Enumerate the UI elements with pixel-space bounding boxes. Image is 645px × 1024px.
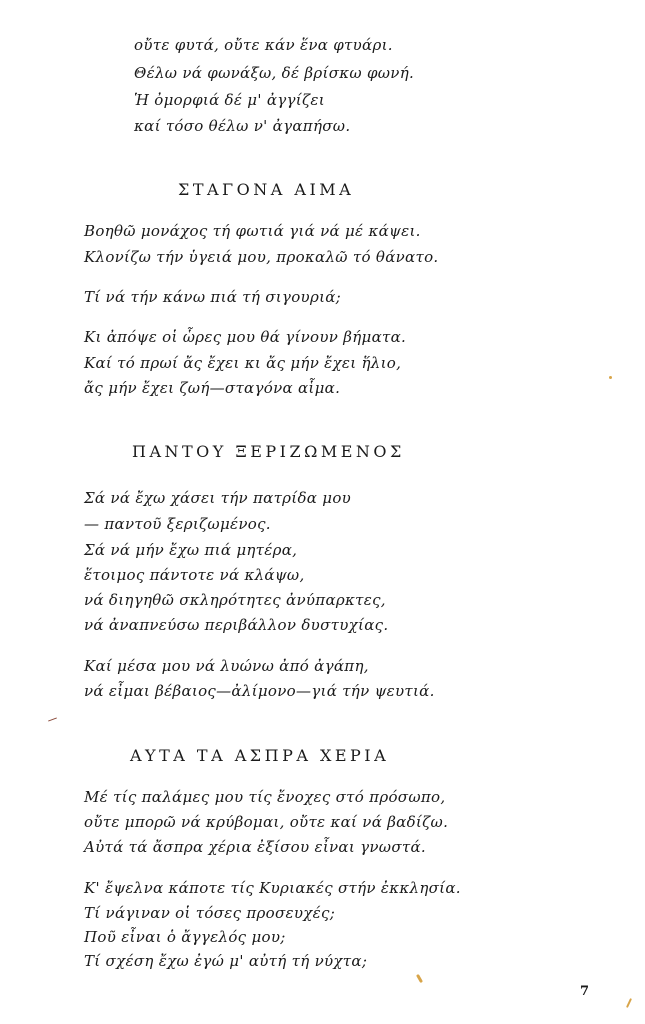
- opening-line: Ἡ ὀμορφιά δέ μ' ἀγγίζει: [134, 91, 325, 109]
- poem-line: Τί σχέση ἔχω ἐγώ μ' αὐτή τή νύχτα;: [84, 952, 368, 970]
- poem-line: — παντοῦ ξεριζωμένος.: [84, 515, 271, 533]
- poem-line: Βοηθῶ μονάχος τή φωτιά γιά νά μέ κάψει.: [84, 222, 421, 240]
- poem-line: Αὐτά τά ἄσπρα χέρια ἐξίσου εἶναι γνωστά.: [84, 838, 426, 856]
- poem-line: ἕτοιμος πάντοτε νά κλάψω,: [84, 566, 305, 584]
- scan-mark: [48, 717, 57, 721]
- page-number: 7: [579, 984, 589, 999]
- poem-line: Σά νά ἔχω χάσει τήν πατρίδα μου: [84, 489, 352, 507]
- poem-title: ΣΤΑΓΟΝΑ ΑΙΜΑ: [178, 180, 355, 199]
- poem-title: ΠΑΝΤΟΥ ΞΕΡΙΖΩΜΕΝΟΣ: [132, 442, 405, 461]
- poem-line: νά διηγηθῶ σκληρότητες ἀνύπαρκτες,: [84, 591, 386, 609]
- poem-line: Κι ἀπόψε οἱ ὧρες μου θά γίνουν βήματα.: [84, 328, 407, 346]
- paper-speck: [626, 998, 632, 1008]
- opening-line: Θέλω νά φωνάξω, δέ βρίσκω φωνή.: [134, 64, 415, 82]
- poem-line: Καί τό πρωί ἄς ἔχει κι ἄς μήν ἔχει ἥλιο,: [84, 354, 402, 372]
- poem-line: Ποῦ εἶναι ὁ ἄγγελός μου;: [84, 928, 286, 946]
- poem-line: Κ' ἔψελνα κάποτε τίς Κυριακές στήν ἐκκλησία.: [84, 879, 461, 897]
- poem-line: νά εἶμαι βέβαιος—ἀλίμονο—γιά τήν ψευτιά.: [84, 682, 435, 700]
- poem-line: Σά νά μήν ἔχω πιά μητέρα,: [84, 541, 298, 559]
- poem-line: Κλονίζω τήν ὑγειά μου, προκαλῶ τό θάνατο.: [84, 248, 439, 266]
- poem-line: Τί νά τήν κάνω πιά τή σιγουριά;: [84, 288, 342, 306]
- poem-title: ΑΥΤΑ ΤΑ ΑΣΠΡΑ ΧΕΡΙΑ: [130, 746, 390, 765]
- poem-line: Τί νάγιναν οἱ τόσες προσευχές;: [84, 904, 336, 922]
- poem-line: ἄς μήν ἔχει ζωή—σταγόνα αἷμα.: [84, 379, 341, 397]
- paper-speck: [609, 376, 612, 379]
- poem-line: νά ἀναπνεύσω περιβάλλον δυστυχίας.: [84, 616, 389, 634]
- poem-line: Καί μέσα μου νά λυώνω ἀπό ἀγάπη,: [84, 657, 369, 675]
- opening-line: οὔτε φυτά, οὔτε κάν ἕνα φτυάρι.: [134, 36, 393, 54]
- paper-speck: [416, 974, 423, 983]
- poem-line: Μέ τίς παλάμες μου τίς ἔνοχες στό πρόσωπο,: [84, 788, 446, 806]
- poem-line: οὔτε μπορῶ νά κρύβομαι, οὔτε καί νά βαδίζω.: [84, 813, 449, 831]
- opening-line: καί τόσο θέλω ν' ἀγαπήσω.: [134, 117, 351, 135]
